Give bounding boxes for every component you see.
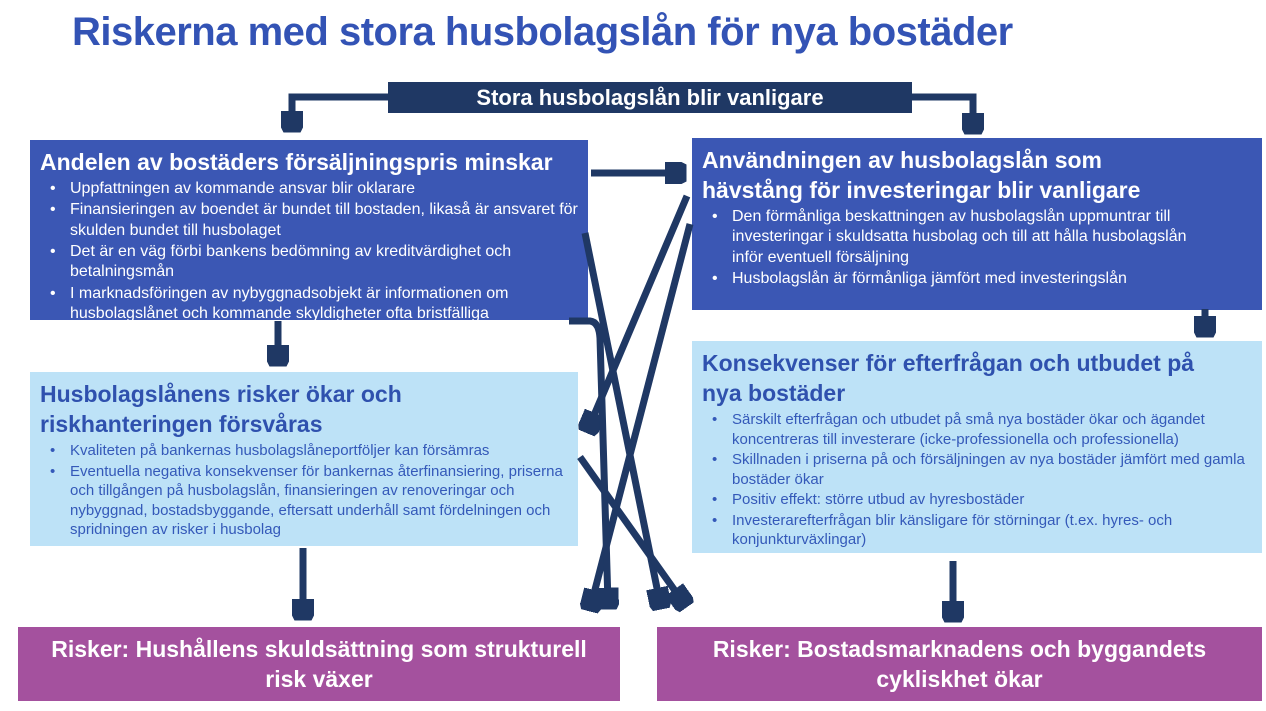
bullet-item: • Den förmånliga beskattningen av husbolagslån uppmuntrar till investeringar i skuldsatta husbolag och till att hålla husbolagslån inför eventuell försäljning bbox=[702, 207, 1192, 268]
bullet-item: • Det är en väg förbi bankens bedömning av kreditvärdighet och betalningsmån bbox=[40, 242, 584, 283]
box-leverage-bullets bbox=[702, 207, 1258, 289]
arrow-leverage-to-risk-households bbox=[591, 224, 690, 605]
bullet-item: • I marknadsföringen av nybyggnadsobjekt är informationen om husbolagslånet och kommande skyldigheter ofta bristfälliga bbox=[40, 284, 584, 325]
bullet-item: • Eventuella negativa konsekvenser för bankernas återfinansiering, priserna och tillgången på husbolagslån, finansieringen av renoveringar och nybyggnad, bostadsbyggande, eftersatt underhåll samt fördelningen och spridningen av risker i husbolag bbox=[40, 462, 574, 540]
bullet-item: • Husbolagslån är förmånliga jämfört med investeringslån bbox=[702, 269, 1192, 289]
box-loan-risks-bullets bbox=[40, 441, 574, 540]
arrow-leverage-to-loan-risks bbox=[589, 196, 687, 427]
arrow-price-share-to-risk-market bbox=[585, 233, 660, 603]
arrow-loan-risks-to-risk-market bbox=[580, 457, 683, 602]
box-price-share bbox=[30, 140, 588, 320]
box-demand-supply bbox=[692, 341, 1262, 553]
box-price-share-heading: Andelen av bostäders försäljningspris minskar bbox=[40, 149, 553, 175]
box-demand-supply-bullets bbox=[702, 410, 1258, 550]
banner-risk-households bbox=[18, 627, 620, 701]
box-loan-risks bbox=[30, 372, 578, 546]
box-loan-risks-heading: Husbolagslånens risker ökar och riskhanteringen försvåras bbox=[40, 381, 402, 437]
bullet-item: • Finansieringen av boendet är bundet till bostaden, likaså är ansvaret för skulden bundet till husbolaget bbox=[40, 200, 584, 241]
box-leverage bbox=[692, 138, 1262, 310]
box-leverage-heading: Användningen av husbolagslån som hävstång för investeringar blir vanligare bbox=[702, 147, 1141, 203]
arrow-topbanner-to-price-share bbox=[292, 97, 390, 126]
bullet-item: • Investerarefterfrågan blir känsligare för störningar (t.ex. hyres- och konjunkturväxlingar) bbox=[702, 511, 1258, 550]
banner-risk-housing-market bbox=[657, 627, 1262, 701]
box-price-share-bullets bbox=[40, 179, 584, 324]
page-title: Riskerna med stora husbolagslån för nya bostäder bbox=[72, 10, 1013, 54]
bullet-item: • Kvaliteten på bankernas husbolagslåneportföljer kan försämras bbox=[40, 441, 574, 461]
box-demand-supply-heading: Konsekvenser för efterfrågan och utbudet på nya bostäder bbox=[702, 350, 1195, 406]
banner-risk-housing-market-label: Risker: Bostadsmarknadens och byggandets cykliskhet ökar bbox=[712, 636, 1207, 692]
bullet-item: • Särskilt efterfrågan och utbudet på små nya bostäder ökar och ägandet koncentreras till investerare (icke-professionella och professionella) bbox=[702, 410, 1258, 449]
bullet-item: • Uppfattningen av kommande ansvar blir oklarare bbox=[40, 179, 584, 199]
bullet-item: • Skillnaden i priserna på och försäljningen av nya bostäder jämfört med gamla bostäder ökar bbox=[702, 450, 1258, 489]
arrow-topbanner-to-leverage bbox=[910, 97, 973, 128]
top-banner: Stora husbolagslån blir vanligare bbox=[388, 82, 912, 113]
banner-risk-households-label: Risker: Hushållens skuldsättning som strukturell risk växer bbox=[51, 636, 587, 692]
bullet-item: • Positiv effekt: större utbud av hyresbostäder bbox=[702, 490, 1258, 510]
